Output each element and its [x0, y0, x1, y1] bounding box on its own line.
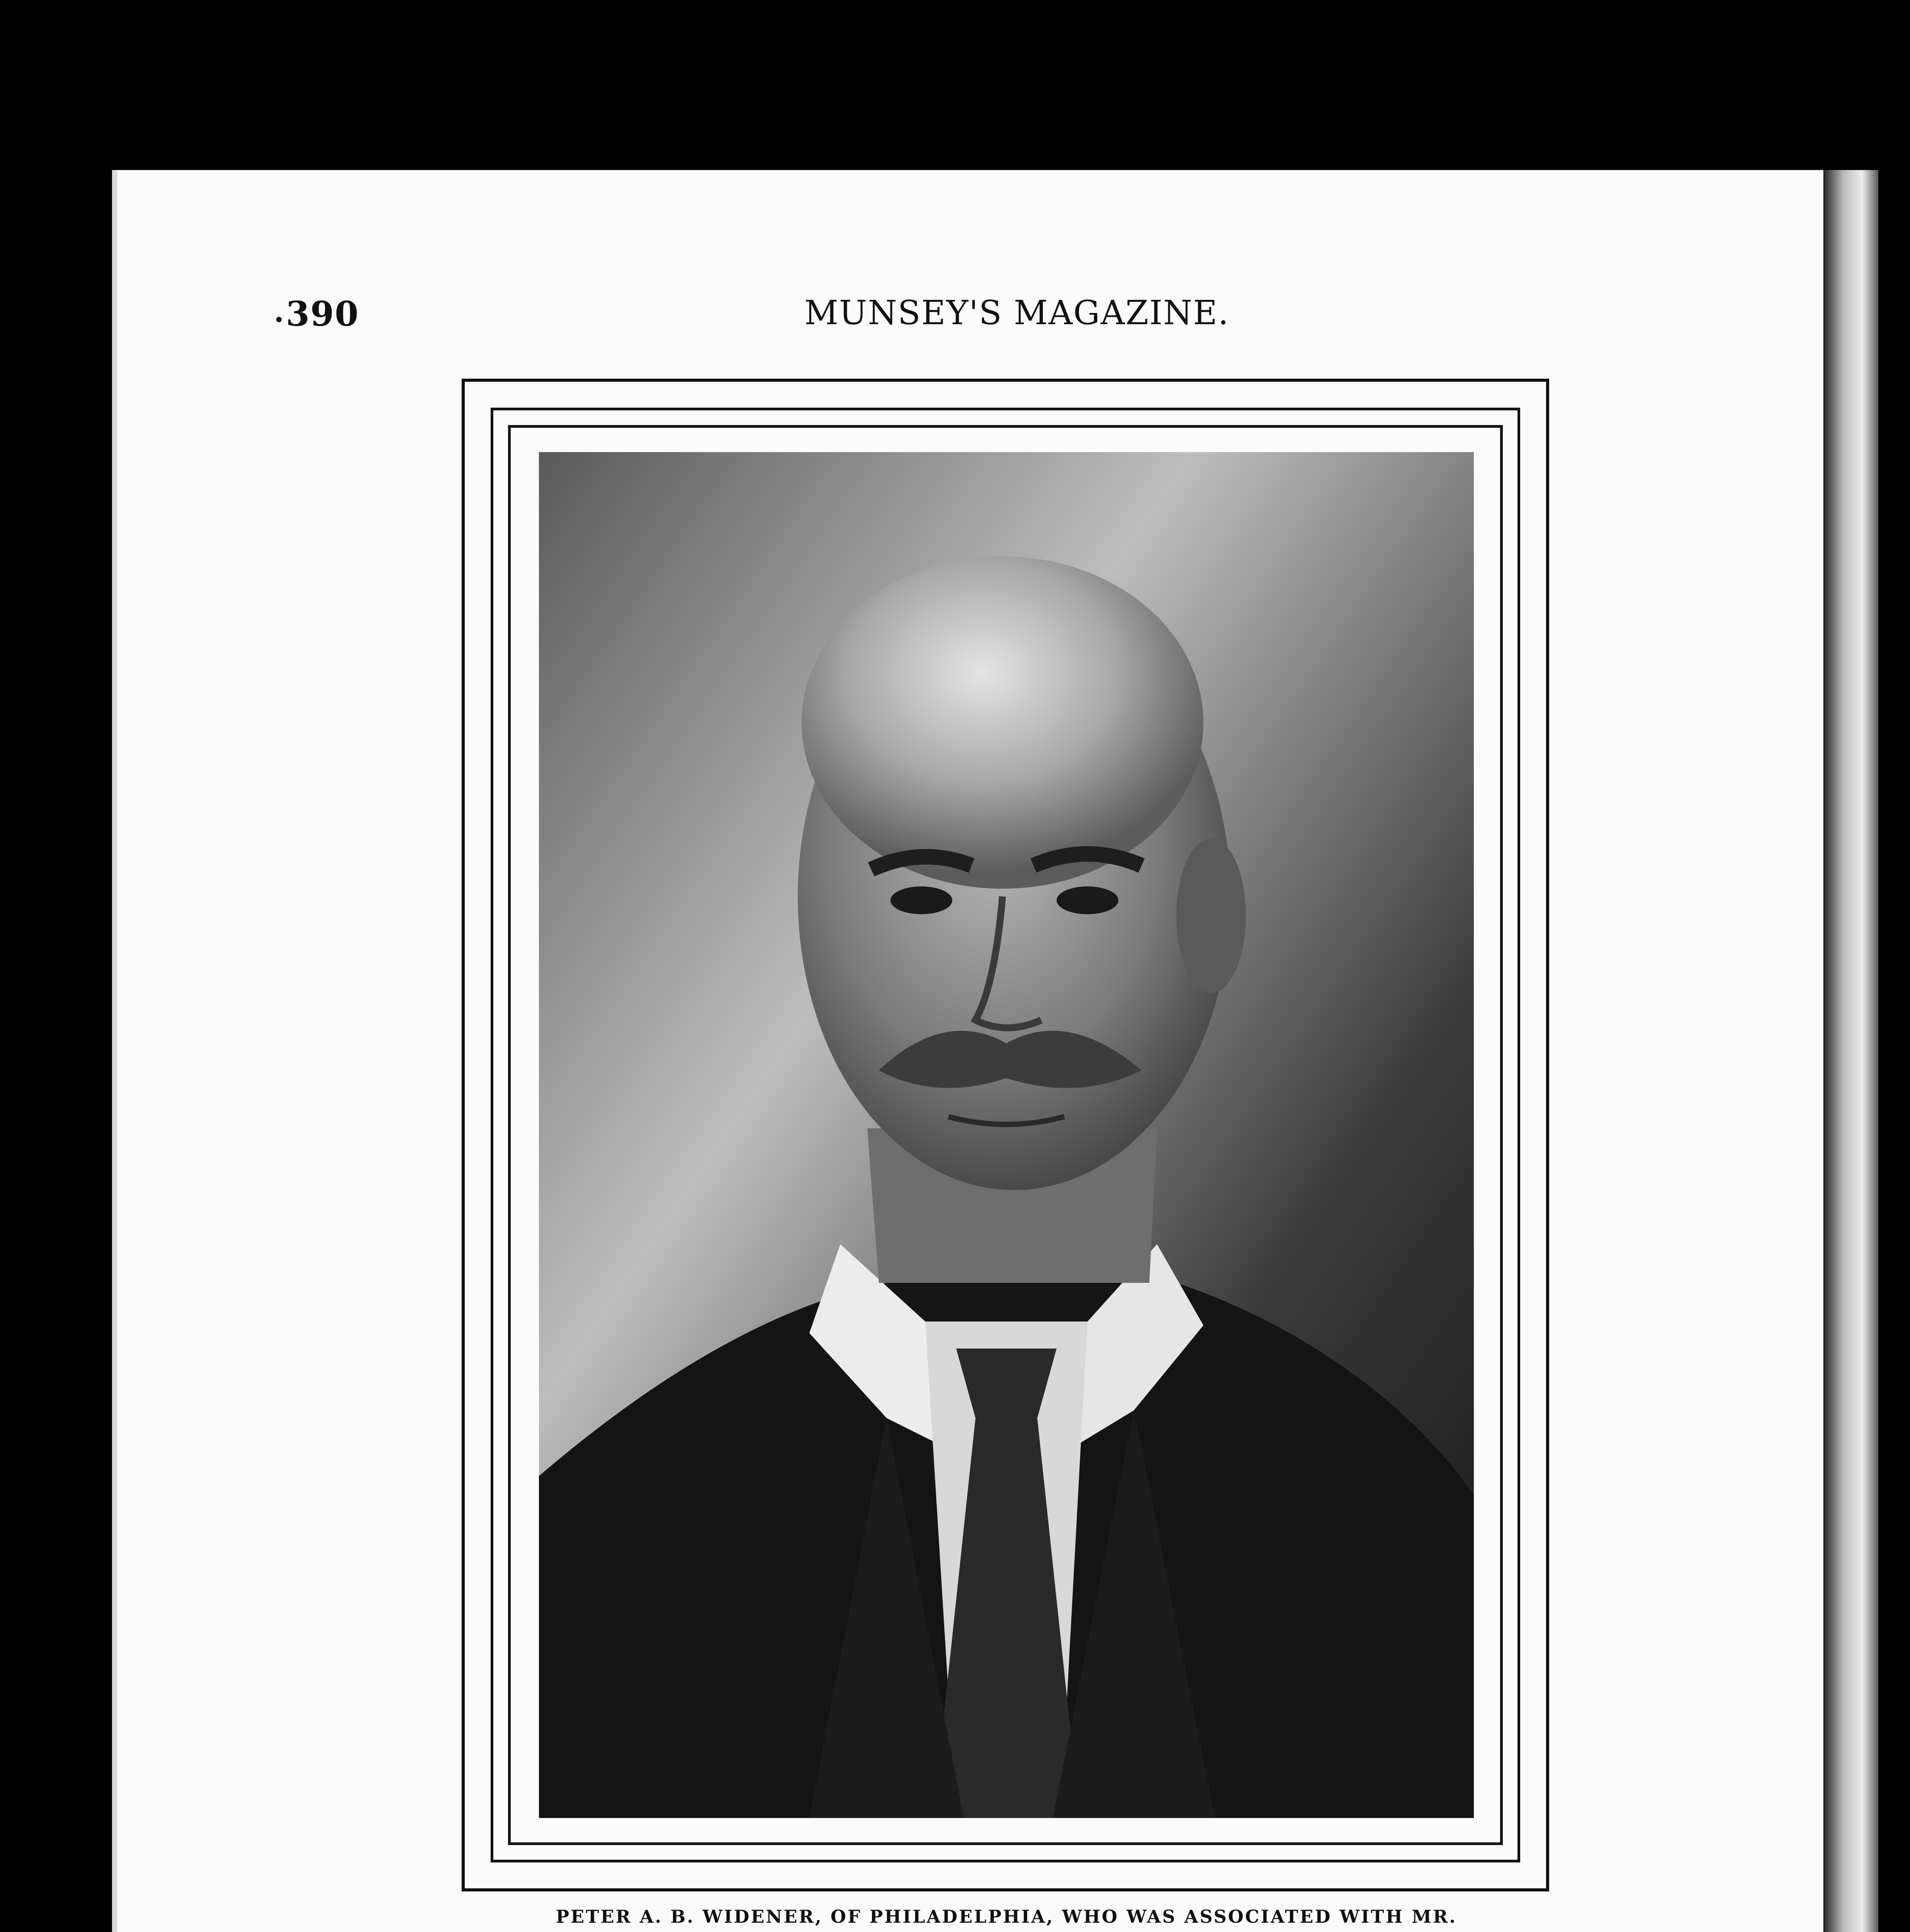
portrait-photograph-icon — [539, 452, 1474, 1818]
figure-caption — [456, 1901, 1557, 1932]
portrait-photograph — [539, 452, 1474, 1818]
page-number: 390 — [286, 294, 359, 334]
caption-line: PETER A. B. WIDENER, OF PHILADELPHIA, WHO WAS ASSOCIATED WITH MR. — [556, 1906, 1457, 1927]
running-head: MUNSEY'S MAGAZINE. — [804, 294, 1230, 332]
print-speck — [276, 317, 282, 322]
facing-page-edge — [1824, 170, 1878, 1932]
